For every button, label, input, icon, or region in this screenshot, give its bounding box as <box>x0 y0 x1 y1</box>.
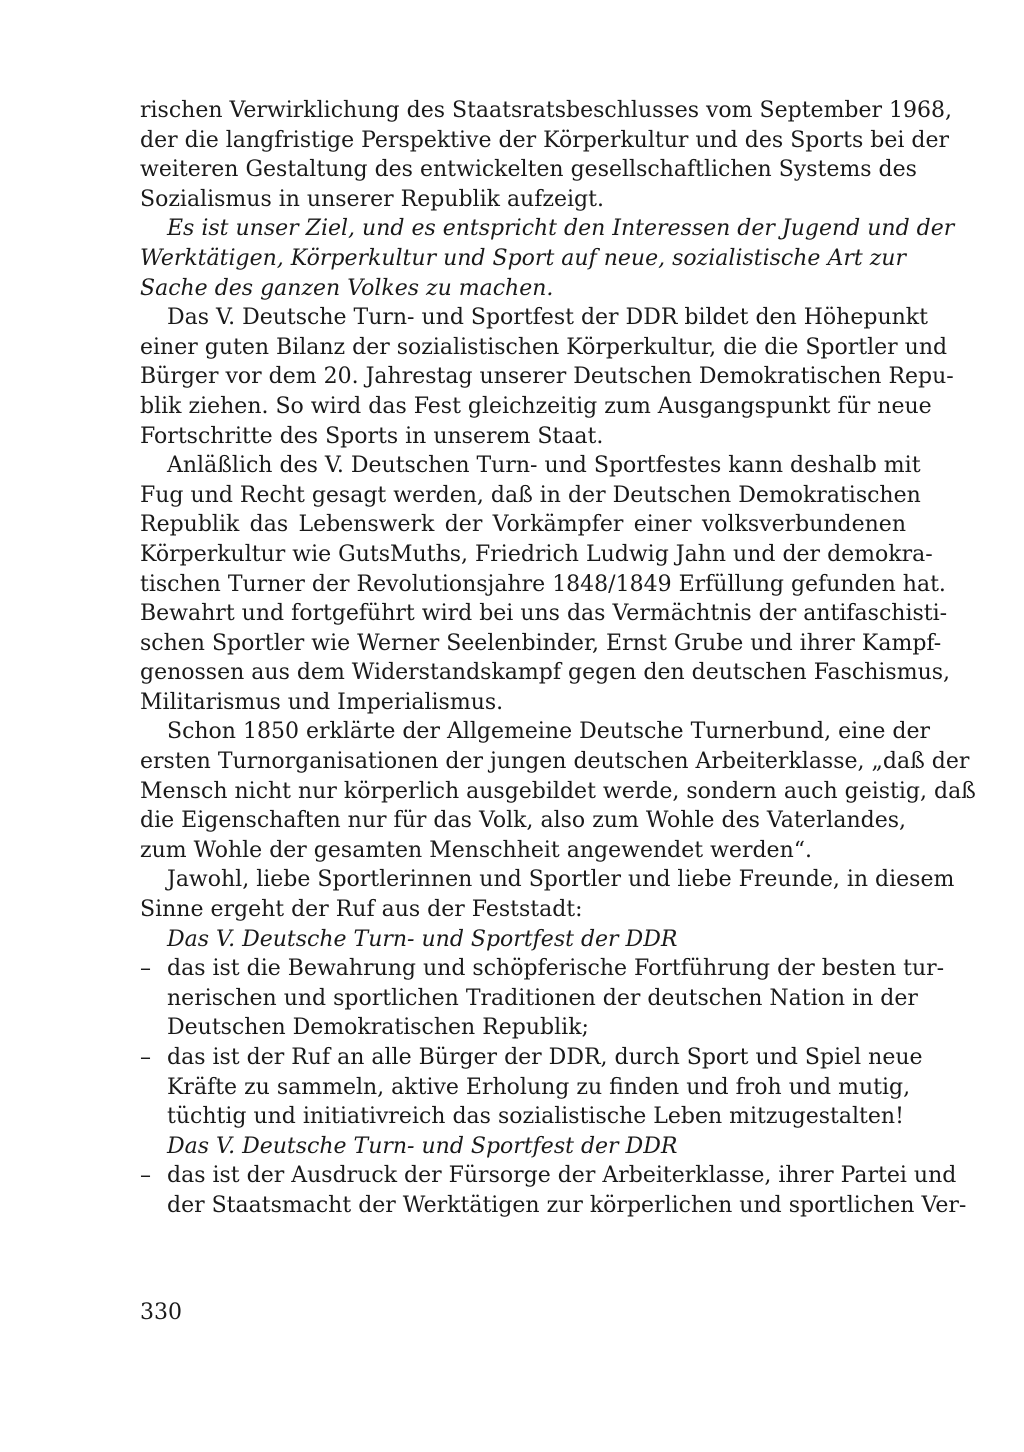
text-line: nerischen und sportlichen Traditionen der deutschen Nation in der <box>167 985 918 1011</box>
paragraph <box>140 717 976 865</box>
text-line: einer guten Bilanz der sozialistischen Körperkultur, die die Sportler und <box>140 334 948 360</box>
text-line: Mensch nicht nur körperlich ausgebildet werde, sondern auch geistig, daß <box>140 778 976 804</box>
list-dash: – <box>140 1045 151 1070</box>
text-line: Das V. Deutsche Turn- und Sportfest der DDR bildet den Höhepunkt <box>167 305 928 331</box>
text-line: weiteren Gestaltung des entwickelten gesellschaftlichen Systems des <box>140 157 917 183</box>
text-line: Sache des ganzen Volkes zu machen. <box>140 275 554 301</box>
text-line: Jawohl, liebe Sportlerinnen und Sportler und liebe Freunde, in diesem <box>167 867 955 893</box>
text-line: Bewahrt und fortgeführt wird bei uns das Vermächtnis der antifaschisti- <box>140 601 948 627</box>
text-line: rischen Verwirklichung des Staatsratsbeschlusses vom September 1968, <box>140 98 953 123</box>
paragraph <box>140 865 955 924</box>
page-body <box>140 96 976 1221</box>
text-line: Werktätigen, Körperkultur und Sport auf neue, sozialistische Art zur <box>140 245 906 271</box>
text-line: Republik das Lebenswerk der Vorkämpfer einer volksverbundenen <box>140 512 906 538</box>
list-item <box>140 1161 967 1220</box>
text-line: Sozialismus in unserer Republik aufzeigt. <box>140 186 604 212</box>
list-item <box>140 1043 923 1132</box>
text-line: Bürger vor dem 20. Jahrestag unserer Deutschen Demokratischen Repu- <box>140 364 954 390</box>
page-number: 330 <box>140 1300 182 1325</box>
text-line: die Eigenschaften nur für das Volk, also zum Wohle des Vaterlandes, <box>140 808 906 834</box>
text-line: Sinne ergeht der Ruf aus der Feststadt: <box>140 897 583 923</box>
list-dash: – <box>140 956 151 982</box>
text-line: Körperkultur wie GutsMuths, Friedrich Ludwig Jahn und der demokra- <box>140 541 933 567</box>
italic-paragraph <box>140 214 955 303</box>
italic-heading: Das V. Deutsche Turn- und Sportfest der DDR <box>167 1133 678 1159</box>
italic-paragraph <box>140 925 906 955</box>
text-line: blik ziehen. So wird das Fest gleichzeitig zum Ausgangspunkt für neue <box>140 393 932 419</box>
text-line: schen Sportler wie Werner Seelenbinder, Ernst Grube und ihrer Kampf- <box>140 630 942 656</box>
text-line: das ist der Ruf an alle Bürger der DDR, durch Sport und Spiel neue <box>167 1045 923 1070</box>
text-line: der die langfristige Perspektive der Körperkultur und des Sports bei der <box>140 127 949 153</box>
text-line: der Staatsmacht der Werktätigen zur körperlichen und sportlichen Ver- <box>167 1192 967 1218</box>
text-line: genossen aus dem Widerstandskampf gegen den deutschen Faschismus, <box>140 660 951 686</box>
text-line: Es ist unser Ziel, und es entspricht den Interessen der Jugend und der <box>167 216 955 242</box>
text-line: ersten Turnorganisationen der jungen deutschen Arbeiterklasse, „daß der <box>140 749 970 775</box>
text-line: Deutschen Demokratischen Republik; <box>167 1015 589 1041</box>
text-line: Militarismus und Imperialismus. <box>140 689 504 715</box>
text-line: tischen Turner der Revolutionsjahre 1848/1849 Erfüllung gefunden hat. <box>140 571 946 597</box>
paragraph <box>140 303 954 451</box>
text-line: Fug und Recht gesagt werden, daß in der Deutschen Demokratischen <box>140 482 921 508</box>
list-dash: – <box>140 1163 151 1189</box>
paragraph <box>140 96 953 214</box>
text-line: das ist der Ausdruck der Fürsorge der Arbeiterklasse, ihrer Partei und <box>167 1163 957 1189</box>
text-line: zum Wohle der gesamten Menschheit angewendet werden“. <box>140 837 812 863</box>
text-line: Das V. Deutsche Turn- und Sportfest der DDR <box>167 926 678 952</box>
text-line: Fortschritte des Sports in unserem Staat. <box>140 423 604 449</box>
list-item <box>140 954 945 1043</box>
text-line: das ist die Bewahrung und schöpferische Fortführung der besten tur- <box>167 956 945 982</box>
paragraph <box>140 451 951 717</box>
text-line: Anläßlich des V. Deutschen Turn- und Sportfestes kann deshalb mit <box>167 453 921 479</box>
text-line: Kräfte zu sammeln, aktive Erholung zu finden und froh und mutig, <box>167 1074 911 1100</box>
text-line: tüchtig und initiativreich das sozialistische Leben mitzugestalten! <box>167 1104 904 1130</box>
text-line: Schon 1850 erklärte der Allgemeine Deutsche Turnerbund, eine der <box>167 719 930 745</box>
